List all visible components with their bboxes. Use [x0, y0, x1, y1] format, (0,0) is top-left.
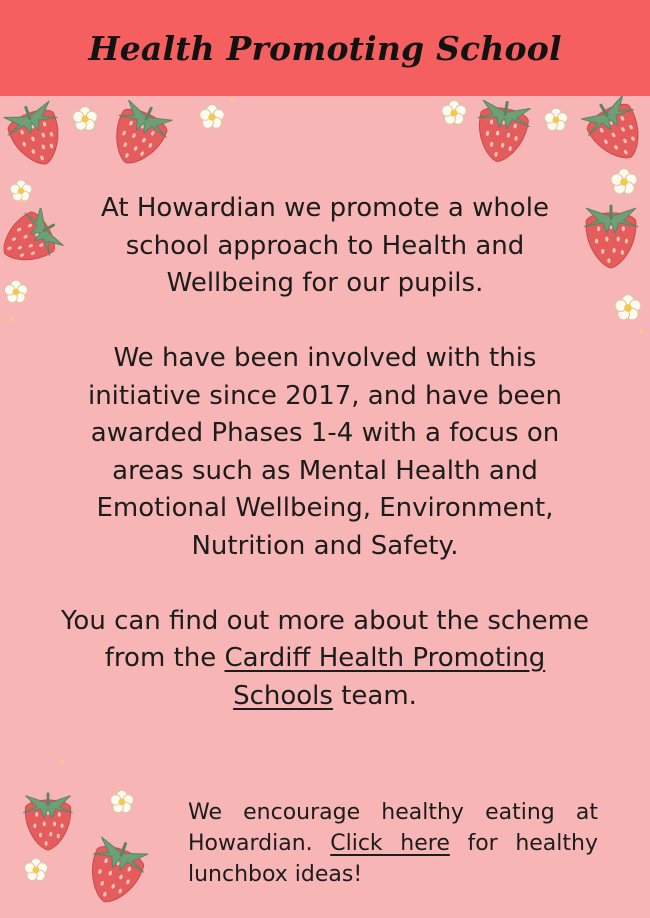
more-info-paragraph — [60, 603, 590, 716]
more-info-text: You can find out more about the scheme from the — [61, 605, 589, 673]
intro-paragraph: At Howardian we promote a whole school approach to Health and Wellbeing for our pupils. — [101, 193, 549, 298]
header-banner — [0, 0, 650, 96]
strawberry-icon — [0, 208, 68, 274]
flower-icon — [195, 100, 229, 134]
flower-icon — [540, 104, 572, 136]
lunchbox-ideas-link[interactable]: Click here — [330, 831, 450, 856]
flower-icon — [0, 276, 32, 308]
flower-icon — [606, 164, 642, 200]
more-info-text-end: team. — [332, 680, 417, 711]
strawberry-icon — [82, 836, 152, 908]
initiative-paragraph: We have been involved with this initiative since 2017, and have been awarded Phases 1-4 with a focus on areas such as Mental Health and Emotional Wellbeing, Environment, Nutrition and Safety. — [87, 343, 563, 561]
strawberry-icon — [18, 788, 78, 854]
healthy-eating-note — [188, 797, 598, 890]
flower-icon — [68, 102, 102, 136]
main-content — [60, 190, 590, 753]
flower-icon — [437, 96, 471, 130]
flower-icon — [610, 290, 646, 326]
strawberry-icon — [470, 96, 536, 166]
healthy-eating-text-end: for healthy lunchbox ideas! — [188, 831, 598, 887]
healthy-eating-text: We encourage healthy eating at Howardian. — [188, 800, 598, 856]
flower-icon — [106, 786, 138, 818]
strawberry-icon — [106, 100, 176, 172]
strawberry-icon — [2, 100, 66, 170]
flower-icon — [20, 854, 52, 886]
cardiff-hps-link[interactable]: Cardiff Health Promoting Schools — [224, 643, 546, 711]
strawberry-icon — [578, 96, 648, 166]
page-title: Health Promoting School — [88, 28, 562, 68]
